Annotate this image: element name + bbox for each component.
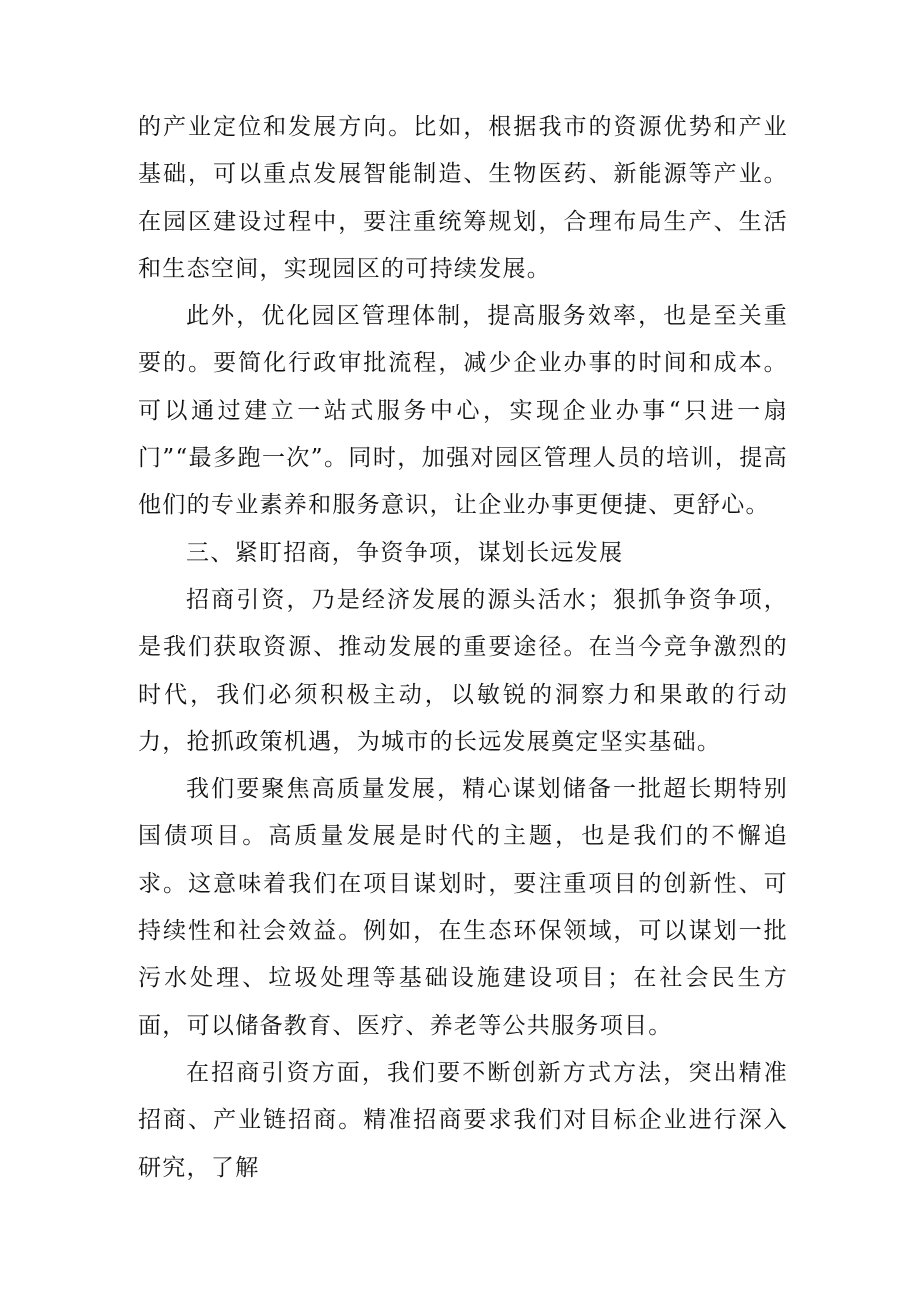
paragraph-investment: 招商引资，乃是经济发展的源头活水；狠抓争资争项，是我们获取资源、推动发展的重要途径。在当今竞争激烈的时代，我们必须积极主动，以敏锐的洞察力和果敢的行动力，抢抓政策机遇，为城市的长远发展奠定坚实基础。 [138,586,788,755]
paragraph-continuation: 的产业定位和发展方向。比如，根据我市的资源优势和产业基础，可以重点发展智能制造、生物医药、新能源等产业。在园区建设过程中，要注重统筹规划，合理布局生产、生活和生态空间，实现园区的可持续发展。 [138,114,788,282]
paragraph-high-quality-development: 我们要聚焦高质量发展，精心谋划储备一批超长期特别国债项目。高质量发展是时代的主题，也是我们的不懈追求。这意味着我们在项目谋划时，要注重项目的创新性、可持续性和社会效益。例如，在生态环保领域，可以谋划一批污水处理、垃圾处理等基础设施建设项目；在社会民生方面，可以储备教育、医疗、养老等公共服务项目。 [138,776,788,1039]
document-body [138,104,788,1192]
paragraph-precise-investment: 在招商引资方面，我们要不断创新方式方法，突出精准招商、产业链招商。精准招商要求我们对目标企业进行深入研究，了解 [138,1059,788,1181]
section-heading: 三、紧盯招商，争资争项，谋划长远发展 [186,539,624,566]
paragraph-park-management: 此外，优化园区管理体制，提高服务效率，也是至关重要的。要简化行政审批流程，减少企业办事的时间和成本。可以通过建立一站式服务中心，实现企业办事“只进一扇门”“最多跑一次”。同时，加强对园区管理人员的培训，提高他们的专业素养和服务意识，让企业办事更便捷、更舒心。 [138,303,788,519]
